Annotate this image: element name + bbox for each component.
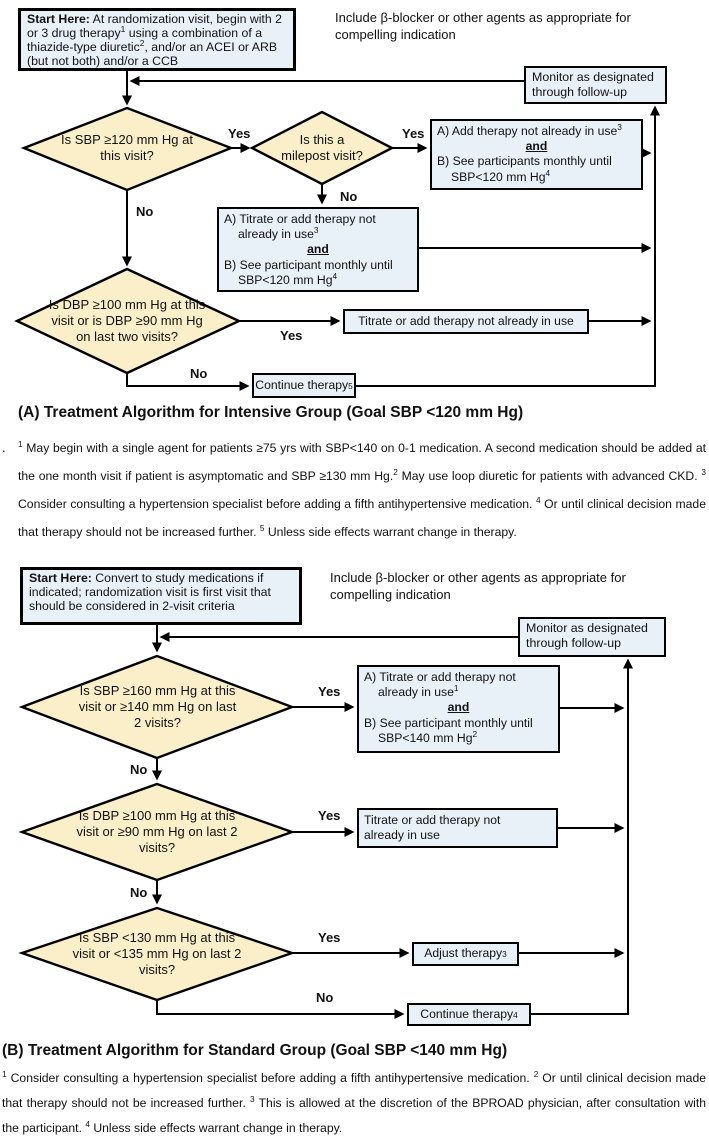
box-line: B) See participant monthly until (364, 715, 533, 730)
box-line: SBP<120 mm Hg$^4$ (451, 167, 551, 184)
monitor-box-b: Monitor as designated through follow-up (518, 617, 666, 657)
footnote-panel-b: $^1$ Consider consulting a hypertension specialist before adding a fifth antihypertensive medication. $^2$ Or until clinical decision made that therapy should not be increased further. $^3$ This is allowed at the discretion of the BPROAD physician, after consultation with the participant. $^4$ Unless side effects warrant change in therapy. (2, 1068, 706, 1135)
yes-label-b3: Yes (318, 930, 341, 945)
box-line: B) See participant monthly until (224, 257, 393, 272)
yes-label-a1: Yes (228, 126, 251, 141)
continue-therapy-box-a: Continue therapy 5 (252, 373, 356, 398)
start-box-intensive: Start Here: At randomization visit, begin with 2 or 3 drug therapy$^1$ using a combination of a thiazide-type diuretic$^2$, and/or an ACEI or ARB (but not both) and/or a CCB (18, 8, 296, 71)
start-box-standard: Start Here: Convert to study medications if indicated; randomization visit is first visit that should be considered in 2-visit criteria (20, 567, 302, 625)
titrate-monthly-box-b (357, 665, 560, 753)
monitor-box-a: Monitor as designated through follow-up (524, 66, 667, 104)
decision-dbp-a-text: Is DBP ≥100 mm Hg at this visit or is DBP ≥90 mm Hg on last two visits? (48, 297, 206, 344)
no-label-a1: No (136, 204, 154, 219)
box-line: A) Add therapy not already in use$^3$ (437, 121, 622, 138)
box-line: B) See participants monthly until (437, 154, 612, 169)
decision-milepost-text: Is this a milepost visit? (281, 132, 363, 163)
decision-sbp160-text: Is SBP ≥160 mm Hg at this visit or ≥140 mm Hg on last 2 visits? (78, 683, 237, 730)
yes-label-b1: Yes (318, 684, 341, 699)
no-label-b2: No (130, 885, 148, 900)
footnote-panel-a: $^1$ May begin with a single agent for patients ≥75 yrs with SBP<140 on 0-1 medication. A second medication should be added at the one month visit if patient is asymptomatic and SBP ≥130 mm Hg.$^2$ May use loop diuretic for patients with advanced CKD. $^3$ Consider consulting a hypertension specialist before adding a fifth antihypertensive medication. $^4$ Or until clinical decision made that therapy should not be increased further. $^5$ Unless side effects warrant change in therapy. (18, 438, 707, 539)
no-label-a3: No (190, 366, 208, 381)
beta-blocker-note-a: Include β-blocker or other agents as appropriate for compelling indication (335, 10, 631, 42)
box-line: and (447, 700, 470, 715)
decision-sbp130-text: Is SBP <130 mm Hg at this visit or <135 mm Hg on last 2 visits? (72, 930, 242, 977)
add-therapy-milepost-box (430, 119, 643, 190)
titrate-add-box-b (357, 808, 558, 848)
adjust-therapy-box: Adjust therapy 3 (412, 942, 519, 966)
titrate-monthly-box-a (217, 207, 419, 292)
titrate-add-box-a: Titrate or add therapy not already in use (343, 309, 589, 334)
beta-blocker-note-b: Include β-blocker or other agents as appropriate for compelling indication (330, 570, 626, 602)
box-line: A) Titrate or add therapy not (364, 670, 516, 684)
box-line: and (525, 139, 548, 154)
box-line: already in use$^3$ (238, 225, 319, 242)
box-line: already in use$^1$ (378, 683, 459, 700)
decision-sbp120-text: Is SBP ≥120 mm Hg at this visit? (61, 132, 193, 163)
box-line: Titrate or add therapy not (364, 813, 501, 827)
decision-dbp-b-text: Is DBP ≥100 mm Hg at this visit or ≥90 mm Hg on last 2 visits? (76, 808, 238, 855)
box-line: SBP<140 mm Hg$^2$ (378, 728, 478, 745)
box-line: and (307, 242, 329, 257)
box-line: SBP<120 mm Hg$^4$ (238, 270, 338, 287)
no-label-b3: No (316, 990, 334, 1005)
box-line: already in use (364, 828, 440, 843)
box-line: A) Titrate or add therapy not (224, 212, 376, 226)
no-label-b1: No (130, 762, 148, 777)
caption-panel-a: (A) Treatment Algorithm for Intensive Group (Goal SBP <120 mm Hg) (18, 404, 524, 421)
continue-therapy-box-b: Continue therapy 4 (407, 1003, 531, 1026)
caption-panel-b: (B) Treatment Algorithm for Standard Group (Goal SBP <140 mm Hg) (2, 1042, 508, 1059)
no-label-a2: No (340, 189, 358, 204)
stray-mark: . (2, 440, 6, 455)
yes-label-a3: Yes (280, 328, 303, 343)
yes-label-b2: Yes (318, 808, 341, 823)
yes-label-a2: Yes (402, 126, 425, 141)
